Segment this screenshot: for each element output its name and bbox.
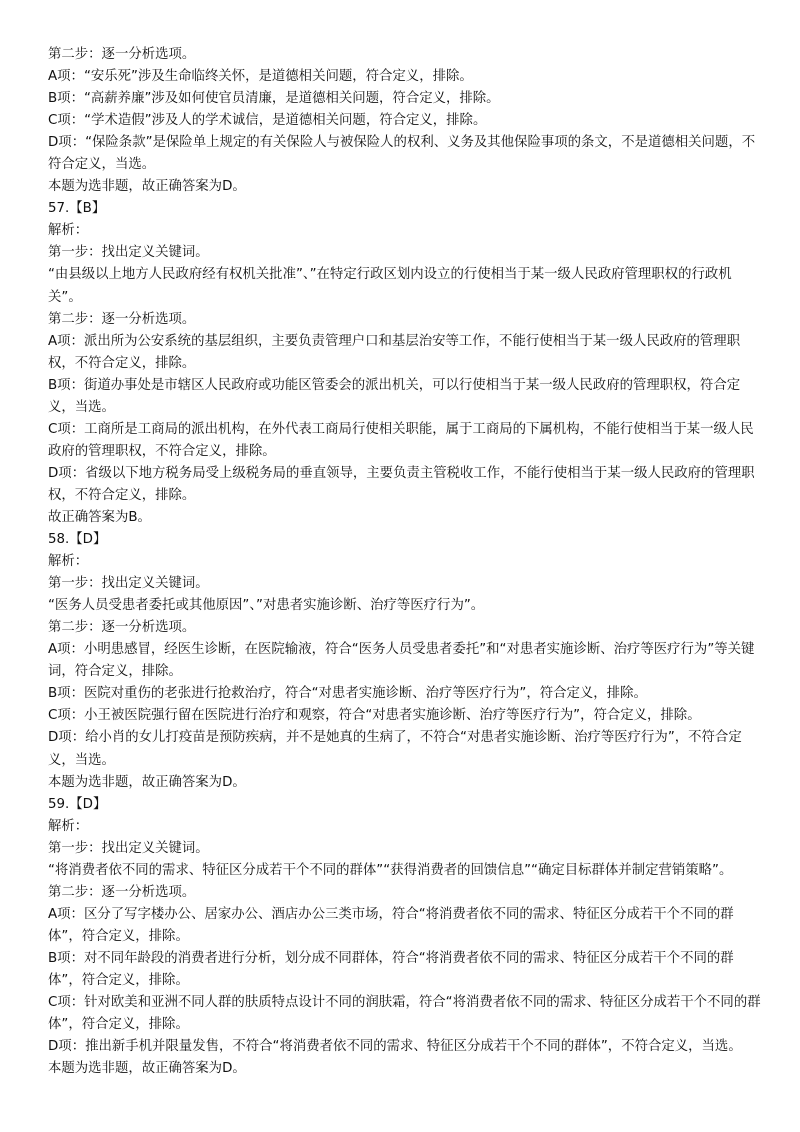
analysis-heading: 解析：: [48, 554, 89, 570]
text-line: 第一步：找出定义关键词。: [48, 576, 209, 592]
text-line: B项：街道办事处是市辖区人民政府或功能区管委会的派出机关，可以行使相当于某一级人民政府的管理职权，符合定义，当选。: [48, 377, 741, 415]
text-line: C项：小王被医院强行留在医院进行治疗和观察，符合“对患者实施诊断、治疗等医疗行为”，符合定义，排除。: [48, 708, 701, 724]
text-line: D项：推出新手机并限量发售，不符合“将消费者依不同的需求、特征区分成若干个不同的群体”，不符合定义，当选。: [48, 1039, 742, 1055]
text-line: D项：“保险条款”是保险单上规定的有关保险人与被保险人的权利、义务及其他保险事项的条文，不是道德相关问题，不符合定义，当选。: [48, 135, 756, 173]
text-line: B项：对不同年龄段的消费者进行分析，划分成不同群体，符合“将消费者依不同的需求、特征区分成若干个不同的群体”，符合定义，排除。: [48, 950, 734, 988]
answer-line: 本题为选非题，故正确答案为D。: [48, 179, 246, 195]
text-line: A项：小明患感冒，经医生诊断，在医院输液，符合“医务人员受患者委托”和“对患者实施诊断、治疗等医疗行为”等关键词，符合定义，排除。: [48, 642, 755, 680]
answer-line: 本题为选非题，故正确答案为D。: [48, 1061, 246, 1077]
text-line: D项：给小肖的女儿打疫苗是预防疾病，并不是她真的生病了，不符合“对患者实施诊断、治疗等医疗行为”，不符合定义，当选。: [48, 730, 742, 768]
text-line: 第一步：找出定义关键词。: [48, 245, 209, 261]
text-line: A项：区分了写字楼办公、居家办公、酒店办公三类市场，符合“将消费者依不同的需求、特征区分成若干个不同的群体”，符合定义，排除。: [48, 906, 734, 944]
text-line: C项：针对欧美和亚洲不同人群的肤质特点设计不同的润肤霜，符合“将消费者依不同的需求、特征区分成若干个不同的群体”，符合定义，排除。: [48, 995, 761, 1033]
text-line: “将消费者依不同的需求、特征区分成若干个不同的群体”“获得消费者的回馈信息”“确定目标群体并制定营销策略”。: [48, 862, 733, 878]
text-line: “由县级以上地方人民政府经有权机关批准”、”在特定行政区划内设立的行使相当于某一级人民政府管理职权的行政机关”。: [48, 267, 732, 305]
text-line: 第二步：逐一分析选项。: [48, 884, 196, 900]
answer-line: 本题为选非题，故正确答案为D。: [48, 774, 246, 790]
text-line: 第二步：逐一分析选项。: [48, 620, 196, 636]
text-line: 第一步：找出定义关键词。: [48, 840, 209, 856]
text-line: A项：“安乐死”涉及生命临终关怀，是道德相关问题，符合定义，排除。: [48, 69, 473, 85]
text-line: “医务人员受患者委托或其他原因”、”对患者实施诊断、治疗等医疗行为”。: [48, 598, 485, 614]
text-line: B项：医院对重伤的老张进行抢救治疗，符合“对患者实施诊断、治疗等医疗行为”，符合定义，排除。: [48, 686, 647, 702]
answer-line: 故正确答案为B。: [48, 509, 151, 525]
text-line: C项：工商所是工商局的派出机构，在外代表工商局行使相关职能，属于工商局的下属机构，不能行使相当于某一级人民政府的管理职权，不符合定义，排除。: [48, 421, 754, 459]
question-number: 57.【B】: [48, 201, 106, 217]
text-line: B项：“高薪养廉”涉及如何使官员清廉，是道德相关问题，符合定义，排除。: [48, 91, 500, 107]
analysis-heading: 解析：: [48, 223, 89, 239]
document-page: [48, 44, 764, 1080]
text-line: D项：省级以下地方税务局受上级税务局的垂直领导，主要负责主管税收工作，不能行使相当于某一级人民政府的管理职权，不符合定义，排除。: [48, 465, 755, 503]
analysis-heading: 解析：: [48, 818, 89, 834]
text-line: 第二步：逐一分析选项。: [48, 47, 196, 62]
question-number: 58.【D】: [48, 532, 107, 548]
text-line: A项：派出所为公安系统的基层组织，主要负责管理户口和基层治安等工作，不能行使相当于某一级人民政府的管理职权，不符合定义，排除。: [48, 333, 741, 371]
question-number: 59.【D】: [48, 796, 107, 812]
text-line: C项：“学术造假”涉及人的学术诚信，是道德相关问题，符合定义，排除。: [48, 113, 487, 129]
text-line: 第二步：逐一分析选项。: [48, 311, 196, 327]
